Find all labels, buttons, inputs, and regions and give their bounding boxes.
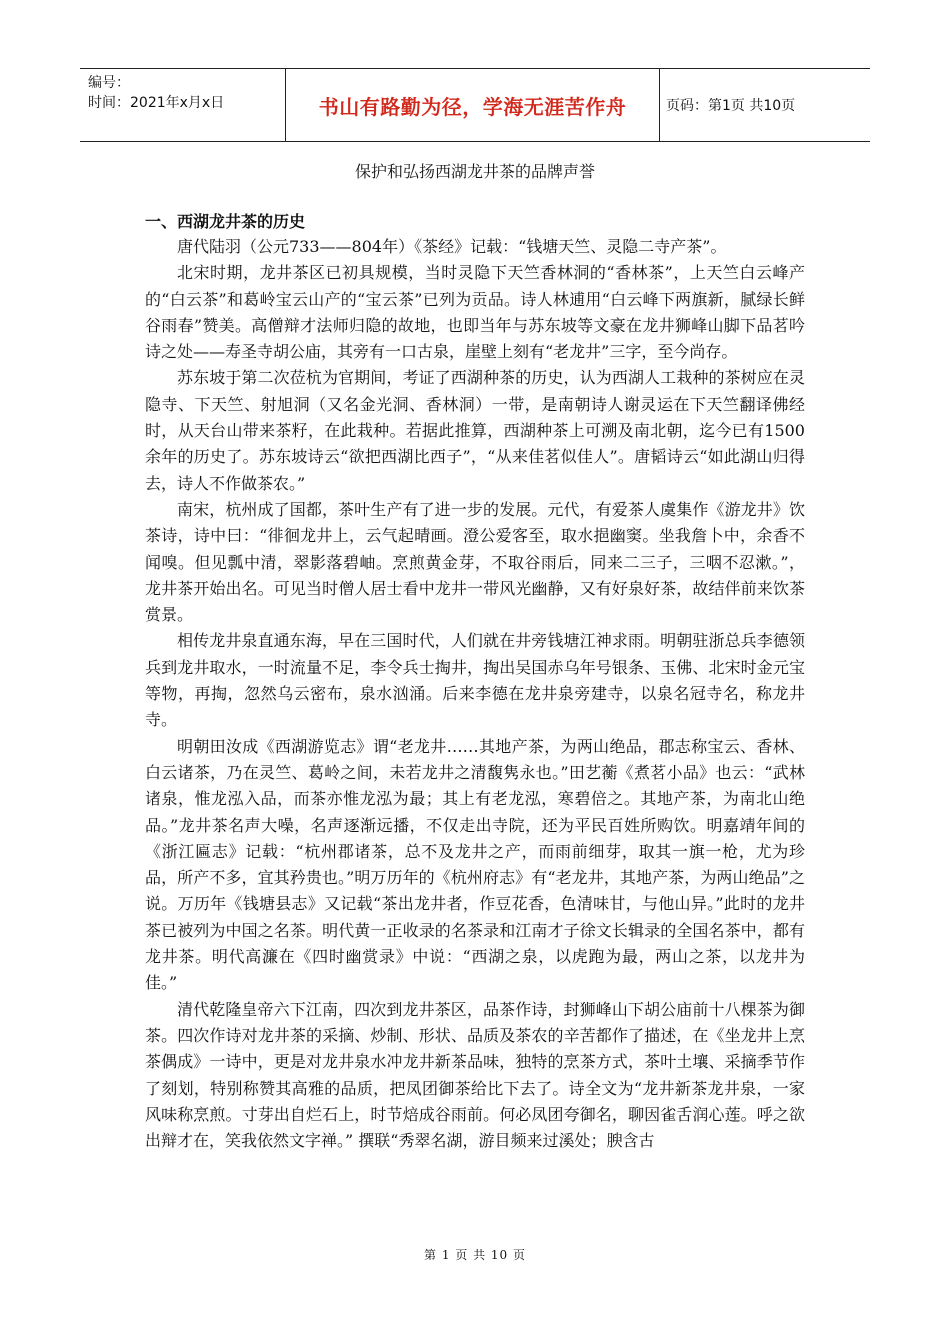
document-header [80,68,870,142]
document-title: 保护和弘扬西湖龙井茶的品牌声誉 [354,162,595,181]
header-motto: 书山有路勤为径，学海无涯苦作舟 [285,69,660,141]
paragraph: 苏东坡于第二次莅杭为官期间，考证了西湖种茶的历史，认为西湖人工栽种的茶树应在灵隐寺、下天竺、射旭洞（又名金光洞、香林洞）一带，是南朝诗人谢灵运在下天竺翻译佛经时，从天台山带来茶籽，在此栽种。若据此推算，西湖种茶上可溯及南北朝，迄今已有1500余年的历史了。苏东坡诗云“欲把西湖比西子”，“从来佳茗似佳人”。唐韬诗云“如此湖山归得去，诗人不作做茶农。” [145,368,805,493]
paragraph: 明朝田汝成《西湖游览志》谓“老龙井……其地产茶，为两山绝品，郡志称宝云、香林、白云诸茶，乃在灵竺、葛岭之间，未若龙井之清馥隽永也。”田艺蘅《煮茗小品》也云：“武林诸泉，惟龙泓入品，而茶亦惟龙泓为最；其上有老龙泓，寒碧倍之。其地产茶，为南北山绝品。”龙井茶名声大噪，名声逐渐远播，不仅走出寺院，还为平民百姓所购饮。明嘉靖年间的《浙江匾志》记载：“杭州郡诸茶，总不及龙井之产，而雨前细芽，取其一旗一枪，尤为珍品，所产不多，宜其矜贵也。”明万历年的《杭州府志》有“老龙井，其地产茶，为两山绝品”之说。万历年《钱塘县志》又记载“茶出龙井者，作豆花香，色清味甘，与他山异。”此时的龙井茶已被列为中国之名茶。明代黄一正收录的名茶录和江南才子徐文长辑录的全国名茶中，都有龙井茶。明代高濂在《四时幽赏录》中说：“西湖之泉，以虎跑为最，两山之茶，以龙井为佳。” [145,736,805,993]
header-page-info: 页码：第1页 共10页 [666,98,796,114]
page-footer: 第 1 页 共 10 页 [424,1248,526,1262]
header-meta-cell [80,69,285,141]
paragraph: 相传龙井泉直通东海，早在三国时代，人们就在井旁钱塘江神求雨。明朝驻浙总兵李德领兵到龙井取水，一时流量不足，李令兵士掏井，掏出吴国赤乌年号银条、玉佛、北宋时金元宝等物，再掏，忽然乌云密布，泉水汹涌。后来李德在龙井泉旁建寺，以泉名冠寺名，称龙井寺。 [145,631,805,730]
section-heading: 一、西湖龙井茶的历史 [145,212,306,231]
paragraph: 北宋时期，龙井茶区已初具规模，当时灵隐下天竺香林洞的“香林茶”，上天竺白云峰产的“白云茶”和葛岭宝云山产的“宝云茶”已列为贡品。诗人林逋用“白云峰下两旗新，腻绿长鲜谷雨春”赞美。高僧辩才法师归隐的故地，也即当年与苏东坡等文豪在龙井狮峰山脚下品茗吟诗之处——寿圣寺胡公庙，其旁有一口古泉，崖壁上刻有“老龙井”三字，至今尚存。 [145,263,805,362]
paragraph: 唐代陆羽（公元733——804年）《茶经》记载：“钱塘天竺、灵隐二寺产茶”。 [177,237,727,256]
document-number-label: 编号： [88,75,130,91]
document-time-label: 时间：2021年x月x日 [88,95,225,111]
paragraph: 清代乾隆皇帝六下江南，四次到龙井茶区，品茶作诗，封狮峰山下胡公庙前十八棵茶为御茶。四次作诗对龙井茶的采摘、炒制、形状、品质及茶农的辛苦都作了描述，在《坐龙井上烹茶偶成》一诗中，更是对龙井泉水冲龙井新茶品味，独特的烹茶方式，茶叶土壤、采摘季节作了刻划，特别称赞其高雅的品质，把凤团御茶给比下去了。诗全文为“龙井新茶龙井泉，一家风味称烹煎。寸芽出自烂石上，时节焙成谷雨前。何必凤团夸御名，聊因雀舌润心莲。呼之欲出辩才在，笑我依然文字禅。” 撰联“秀翠名湖，游目频来过溪处；腴含古 [145,999,805,1151]
document-body [145,234,805,1154]
paragraph: 南宋，杭州成了国都，茶叶生产有了进一步的发展。元代，有爱茶人虞集作《游龙井》饮茶诗，诗中曰：“徘徊龙井上，云气起晴画。澄公爱客至，取水挹幽窦。坐我詹卜中，余香不闻嗅。但见瓢中清，翠影落碧岫。烹煎黄金芽，不取谷雨后，同来二三子，三咽不忍漱。”， 龙井茶开始出名。可见当时僧人居士看中龙井一带风光幽静，又有好泉好茶，故结伴前来饮茶赏景。 [145,499,805,625]
